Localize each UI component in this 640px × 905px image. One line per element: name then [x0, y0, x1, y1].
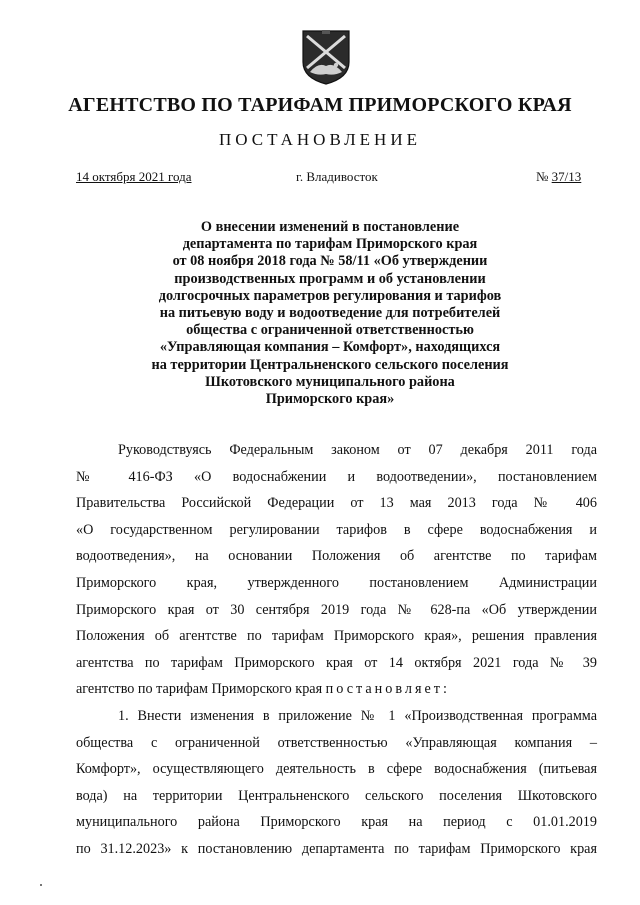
coat-of-arms-emblem — [300, 28, 352, 86]
resolves-prefix: агентство по тарифам Приморского края — [76, 681, 326, 698]
body-line: муниципального района Приморского края на период с 01.01.2019 — [76, 814, 597, 831]
agency-name: АГЕНТСТВО ПО ТАРИФАМ ПРИМОРСКОГО КРАЯ — [68, 94, 572, 116]
document-number — [536, 169, 581, 185]
title-line: на территории Центральненского сельского поселения — [151, 356, 509, 373]
document-type: ПОСТАНОВЛЕНИЕ — [218, 130, 421, 149]
document-body — [76, 437, 597, 863]
document-date: 14 октября 2021 года — [76, 169, 192, 184]
body-line: по 31.12.2023» к постановлению департамента по тарифам Приморского края — [76, 840, 597, 857]
body-line: № 416-ФЗ «О водоснабжении и водоотведении», постановлением — [76, 468, 597, 485]
number-value: 37/13 — [551, 169, 582, 184]
title-line: долгосрочных параметров регулирования и тарифов — [158, 287, 502, 304]
title-line: общества с ограниченной ответственностью — [186, 322, 474, 339]
body-line: водоотведения», на основании Положения об агентстве по тарифам — [76, 548, 597, 565]
resolves-word: постановляет: — [325, 681, 450, 698]
title-line: Шкотовского муниципального района — [205, 373, 455, 390]
title-line: от 08 ноября 2018 года № 58/11 «Об утверждении — [172, 253, 488, 270]
document-city: г. Владивосток — [296, 169, 378, 184]
document-title — [120, 219, 540, 408]
scan-dot — [40, 884, 42, 886]
title-line: «Управляющая компания – Комфорт», находящихся — [159, 339, 501, 356]
body-line: вода) на территории Центральненского сельского поселения Шкотовского — [76, 787, 597, 804]
title-line: производственных программ и об установлении — [174, 270, 486, 287]
title-line: департамента по тарифам Приморского края — [182, 236, 478, 253]
body-line: агентства по тарифам Приморского края от 14 октября 2021 года № 39 — [76, 654, 597, 671]
body-line: Правительства Российской Федерации от 13 мая 2013 года № 406 — [76, 495, 597, 512]
title-line: на питьевую воду и водоотведение для потребителей — [159, 305, 501, 322]
body-line: 1. Внести изменения в приложение № 1 «Производственная программа — [118, 707, 597, 724]
body-line: Положения об агентстве по тарифам Приморского края», решения правления — [76, 628, 597, 645]
body-line: Руководствуясь Федеральным законом от 07 декабря 2011 года — [118, 442, 597, 458]
body-line: Комфорт», осуществляющего деятельность в сфере водоснабжения (питьевая — [76, 761, 597, 778]
number-prefix: № — [536, 169, 552, 184]
title-line: О внесении изменений в постановление — [200, 219, 460, 235]
body-line: «О государственном регулировании тарифов в сфере водоснабжения и — [76, 521, 597, 538]
body-line: общества с ограниченной ответственностью «Управляющая компания – — [76, 734, 597, 751]
title-line: Приморского края» — [265, 391, 395, 408]
body-line-resolves — [76, 676, 597, 703]
body-line: Приморского края от 30 сентября 2019 года № 628-па «Об утверждении — [76, 601, 597, 618]
body-line: Приморского края, утвержденного постановлением Администрации — [76, 574, 597, 591]
